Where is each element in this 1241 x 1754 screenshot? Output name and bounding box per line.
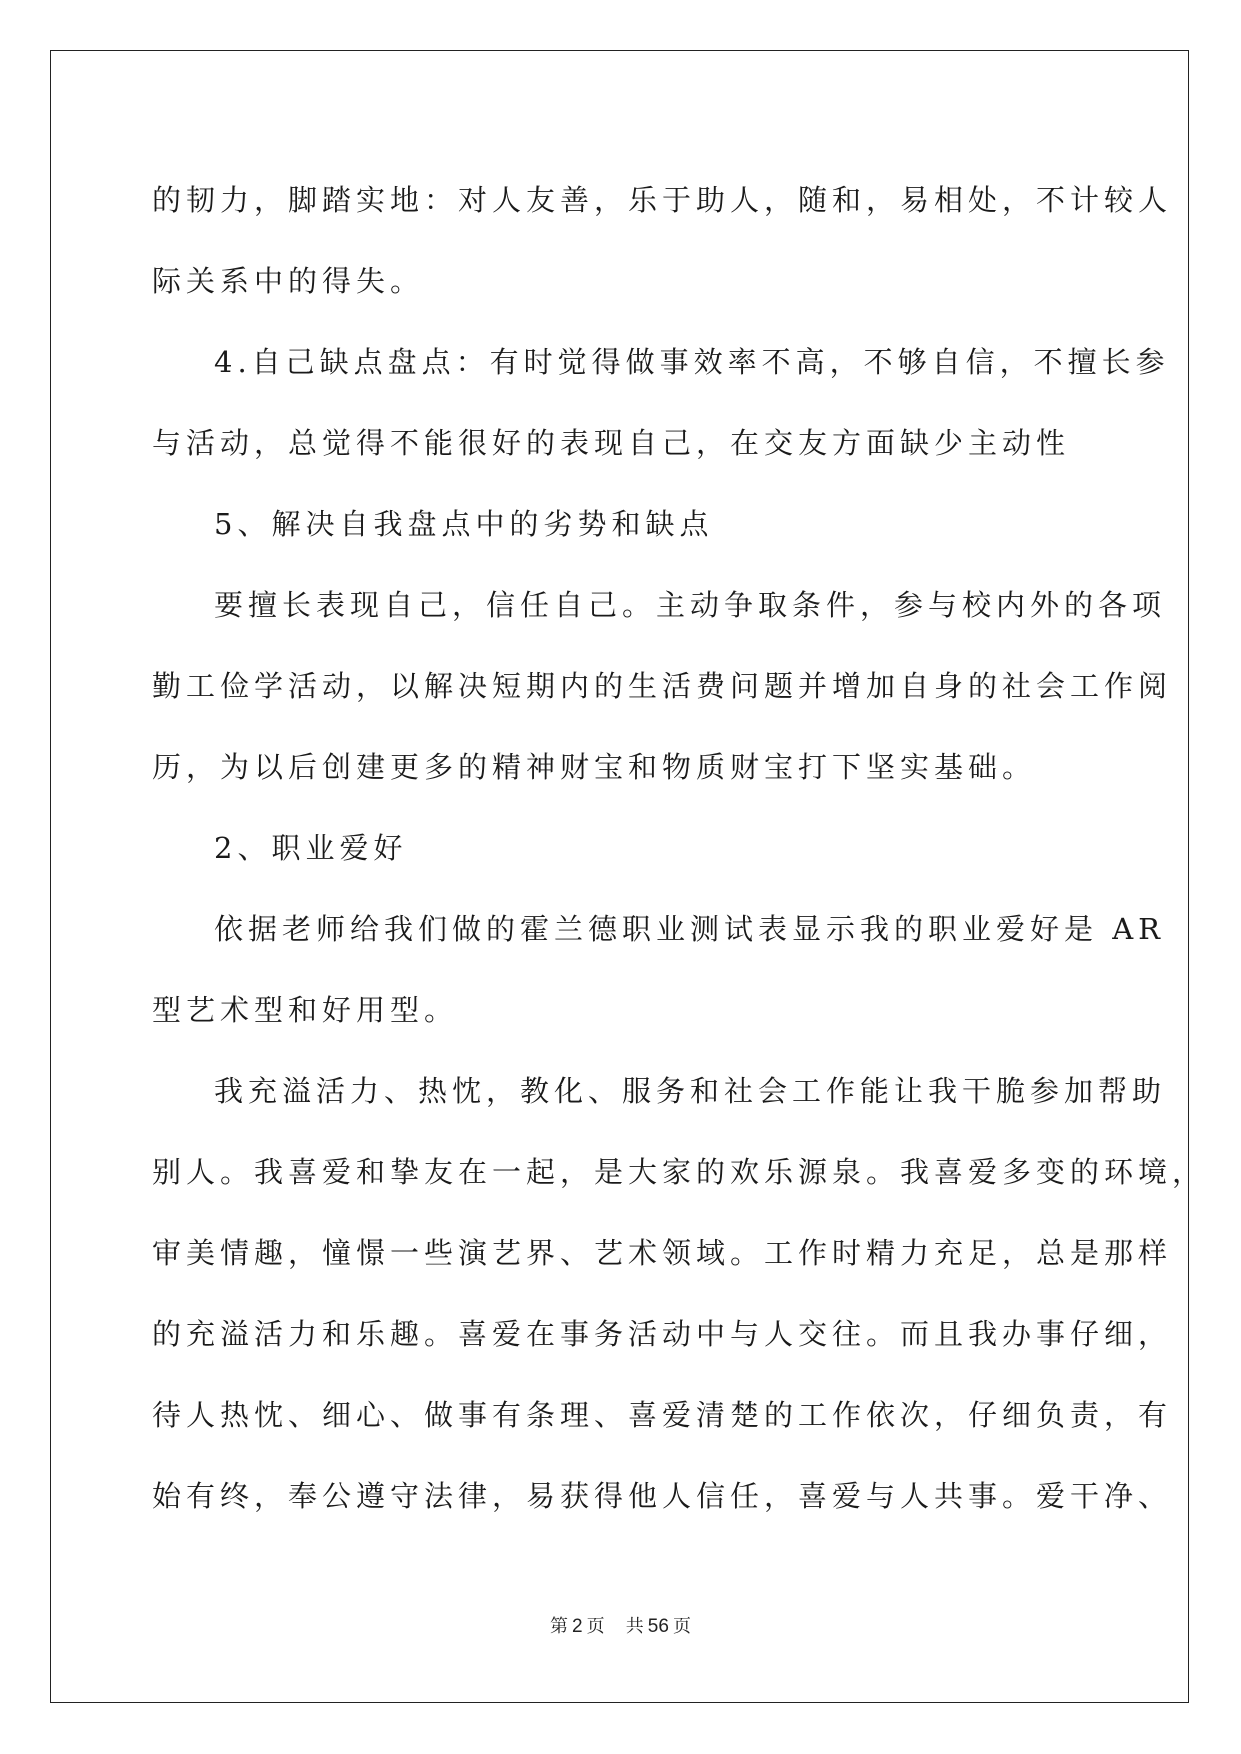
footer-page-suffix: 页 [586, 1616, 605, 1637]
page-footer [0, 1612, 1241, 1638]
text-line: 与活动，总觉得不能很好的表现自己，在交友方面缺少主动性 [152, 426, 1071, 460]
text-line: 勤工俭学活动，以解决短期内的生活费问题并增加自身的社会工作阅 [152, 669, 1173, 703]
text-line: 的充溢活力和乐趣。喜爱在事务活动中与人交往。而且我办事仔细， [152, 1317, 1173, 1351]
text-line: 要擅长表现自己，信任自己。主动争取条件，参与校内外的各项 [214, 588, 1167, 622]
text-line: 2、职业爱好 [214, 831, 408, 865]
text-line: 的韧力，脚踏实地：对人友善，乐于助人，随和，易相处，不计较人 [152, 183, 1173, 217]
text-line: 始有终，奉公遵守法律，易获得他人信任，喜爱与人共事。爱干净、 [152, 1479, 1173, 1513]
text-line: 4.自己缺点盘点：有时觉得做事效率不高，不够自信，不擅长参 [214, 345, 1170, 379]
text-line: 审美情趣，憧憬一些演艺界、艺术领域。工作时精力充足，总是那样 [152, 1236, 1173, 1270]
text-line: 依据老师给我们做的霍兰德职业测试表显示我的职业爱好是 AR [214, 912, 1165, 946]
footer-total-pages: 56 [647, 1616, 669, 1637]
footer-prefix: 第 [550, 1616, 569, 1637]
text-line: 际关系中的得失。 [152, 264, 425, 298]
text-line: 别人。我喜爱和挚友在一起，是大家的欢乐源泉。我喜爱多变的环境， [152, 1155, 1207, 1189]
text-line: 历，为以后创建更多的精神财宝和物质财宝打下坚实基础。 [152, 750, 1037, 784]
text-line: 型艺术型和好用型。 [152, 993, 459, 1027]
document-body [152, 160, 1207, 1537]
text-line: 5、解决自我盘点中的劣势和缺点 [214, 507, 714, 541]
text-line: 我充溢活力、热忱，教化、服务和社会工作能让我干脆参加帮助 [214, 1074, 1167, 1108]
footer-page-number: 2 [572, 1616, 583, 1637]
text-line: 待人热忱、细心、做事有条理、喜爱清楚的工作依次，仔细负责，有 [152, 1398, 1173, 1432]
footer-total-prefix: 共 [625, 1616, 644, 1637]
footer-total-suffix: 页 [672, 1616, 691, 1637]
